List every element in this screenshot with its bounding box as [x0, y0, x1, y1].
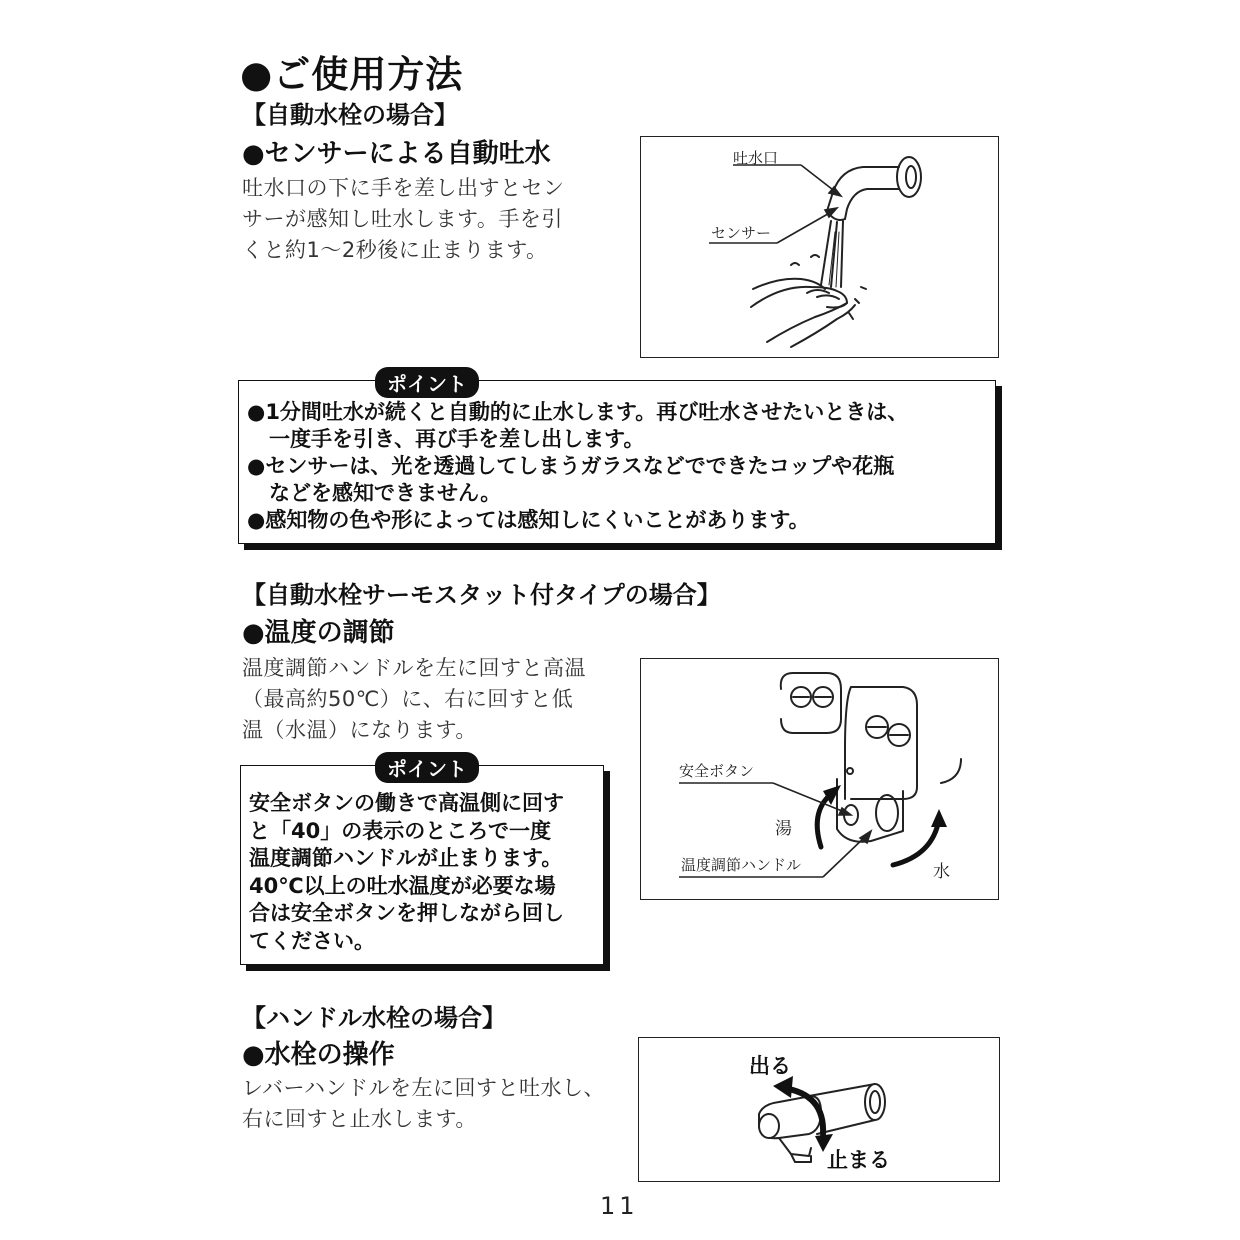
- figure-sensor: [640, 136, 999, 358]
- label-temperature-handle: 温度調節ハンドル: [681, 856, 802, 874]
- body-line: サーが感知し吐水します。手を引: [242, 207, 563, 231]
- page-title: ●ご使用方法: [240, 53, 464, 96]
- point-line: 40℃以上の吐水温度が必要な場: [249, 873, 556, 898]
- point-item: ●感知物の色や形によっては感知しにくいことがあります。: [247, 508, 810, 532]
- heading-sensor: ●センサーによる自動吐水: [242, 139, 551, 169]
- label-spout: 吐水口: [733, 149, 779, 167]
- body-line: 吐水口の下に手を差し出すとセン: [242, 176, 565, 200]
- point-item-continued: などを感知できません。: [269, 481, 502, 505]
- body-handle: [242, 1073, 605, 1135]
- point-badge: ポイント: [375, 367, 479, 398]
- case-label-auto: 【自動水栓の場合】: [242, 101, 458, 129]
- point-text: [249, 790, 564, 955]
- label-sensor: センサー: [711, 224, 772, 242]
- label-hot: 湯: [775, 819, 792, 839]
- body-line: 右に回すと止水します。: [242, 1107, 477, 1131]
- point-line: 合は安全ボタンを押しながら回し: [249, 901, 564, 925]
- heading-handle: ●水栓の操作: [242, 1040, 395, 1070]
- lever-faucet-illustration: [639, 1038, 999, 1181]
- point-box-thermostat: [240, 757, 604, 965]
- point-badge: ポイント: [375, 752, 479, 783]
- body-line: 温（水温）になります。: [242, 718, 477, 742]
- sensor-faucet-illustration: [641, 137, 998, 357]
- label-cold: 水: [933, 862, 950, 882]
- point-item: ●1分間吐水が続くと自動的に止水します。再び吐水させたいときは、: [247, 400, 909, 424]
- case-label-handle: 【ハンドル水栓の場合】: [242, 1004, 506, 1032]
- point-line: てください。: [249, 928, 375, 953]
- body-line: レバーハンドルを左に回すと吐水し、: [242, 1076, 605, 1100]
- label-water-on: 出る: [749, 1054, 791, 1078]
- point-item: ●センサーは、光を透過してしまうガラスなどでできたコップや花瓶: [247, 454, 895, 478]
- label-water-off: 止まる: [827, 1148, 890, 1172]
- page-number: 11: [600, 1192, 639, 1220]
- body-line: くと約1〜2秒後に止まります。: [242, 238, 548, 262]
- heading-temperature: ●温度の調節: [242, 618, 395, 648]
- body-line: （最高約50℃）に、右に回すと低: [242, 687, 574, 711]
- point-line: 安全ボタンの働きで高温側に回す: [249, 791, 564, 815]
- figure-thermostat: [640, 658, 999, 900]
- body-line: 温度調節ハンドルを左に回すと高温: [242, 656, 586, 680]
- point-box-sensor: [238, 372, 996, 544]
- point-line: と「40」の表示のところで一度: [249, 818, 552, 843]
- body-temperature: [242, 653, 586, 746]
- point-list: [247, 399, 908, 534]
- figure-handle: [638, 1037, 1000, 1182]
- case-label-thermo: 【自動水栓サーモスタット付タイプの場合】: [242, 581, 721, 609]
- body-sensor: [242, 173, 565, 266]
- point-item-continued: 一度手を引き、再び手を差し出します。: [269, 427, 645, 451]
- point-line: 温度調節ハンドルが止まります。: [249, 846, 563, 870]
- label-safety-button: 安全ボタン: [679, 762, 755, 780]
